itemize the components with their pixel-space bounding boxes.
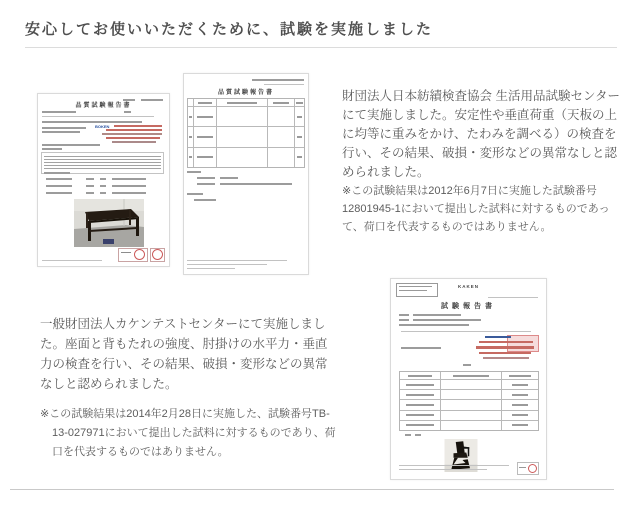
boken-logo: BOKEN bbox=[95, 124, 110, 129]
report-title: 試験報告書 bbox=[441, 303, 496, 310]
report-image-chair-test bbox=[390, 278, 547, 480]
chair-test-note: ※この試験結果は2014年2月28日に実施した、試験番号TB-13-027971において提出した試料に対するものであり、荷口を代表するものではありません。 bbox=[40, 408, 336, 458]
table-test-note: ※この試験結果は2012年6月7日に実施した試験番号12801945-1において提出した試料に対するものであって、荷口を代表するものではありません。 bbox=[342, 185, 610, 233]
page-title: 安心してお使いいただくために、試験を実施しました bbox=[25, 21, 434, 38]
report-footer bbox=[391, 279, 546, 479]
chair-test-text bbox=[40, 314, 338, 462]
heading-divider bbox=[25, 47, 617, 48]
report-image-table-test-page1 bbox=[37, 93, 170, 267]
table-test-description: 財団法人日本紡績検査協会 生活用品試験センターにて実施しました。安定性や垂直荷重（天板の上に均等に重みをかけ、たわみを調べる）の検査を行い、その結果、破損・変形などの異常なしと認められました。 bbox=[342, 89, 620, 179]
report-title: 品質試験報告書 bbox=[75, 103, 132, 109]
report-image-table-test-page2 bbox=[183, 73, 309, 275]
kaken-logo: KAKEN bbox=[457, 284, 479, 289]
report-title: 品質試験報告書 bbox=[217, 90, 274, 96]
section-bottom-divider bbox=[10, 489, 614, 490]
table-test-text bbox=[342, 87, 623, 236]
footnote-lines bbox=[184, 74, 308, 274]
footnote-line bbox=[42, 260, 102, 261]
chair-test-description: 一般財団法人カケンテストセンターにて実施しました。座面と背もたれの強度、肘掛けの水平力・垂直力の検査を行い、その結果、破損・変形などの異常なしと認められました。 bbox=[40, 317, 328, 391]
approval-stamps bbox=[38, 94, 169, 266]
